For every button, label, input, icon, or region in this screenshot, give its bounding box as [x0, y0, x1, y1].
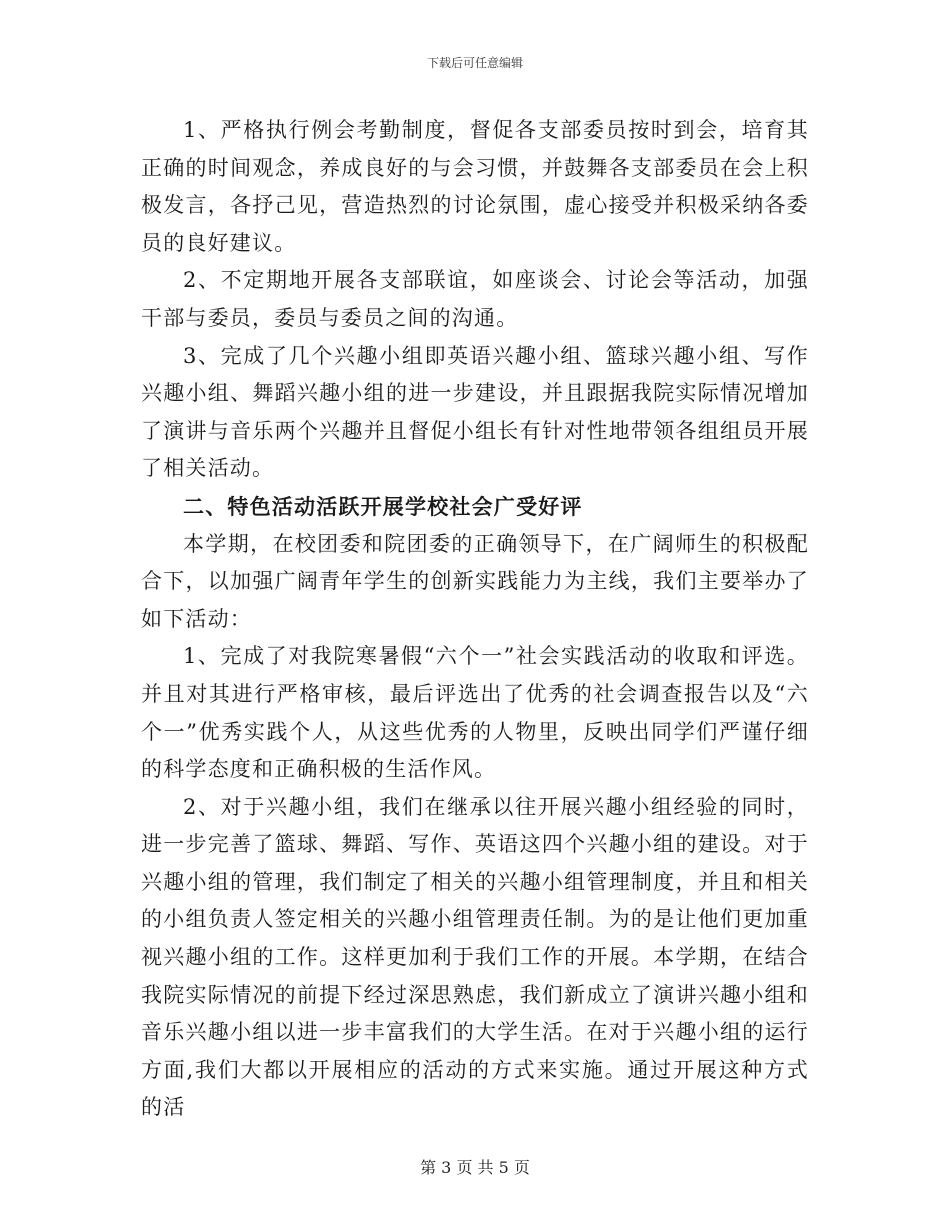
paragraph-item-1: 1、严格执行例会考勤制度，督促各支部委员按时到会，培育其正确的时间观念，养成良好的与会习惯，并鼓舞各支部委员在会上积极发言，各抒己见，营造热烈的讨论氛围，虚心接受并积极采纳各委员的良好建议。 — [141, 118, 809, 255]
page-number-footer: 第 3 页 共 5 页 — [420, 1158, 530, 1177]
paragraph-item-2: 2、不定期地开展各支部联谊，如座谈会、讨论会等活动，加强干部与委员，委员与委员之间的沟通。 — [141, 268, 809, 330]
activity-item-1: 1、完成了对我院寒暑假“六个一”社会实践活动的收取和评选。并且对其进行严格审核，最后评选出了优秀的社会调查报告以及“六个一”优秀实践个人，从这些优秀的人物里，反映出同学们严谨仔细的科学态度和正确积极的生活作风。 — [141, 644, 809, 782]
activity-item-2: 2、对于兴趣小组，我们在继承以往开展兴趣小组经验的同时，进一步完善了篮球、舞蹈、写作、英语这四个兴趣小组的建设。对于兴趣小组的管理，我们制定了相关的兴趣小组管理制度，并且和相关的小组负责人签定相关的兴趣小组管理责任制。为的是让他们更加重视兴趣小组的工作。这样更加利于我们工作的开展。本学期，在结合我院实际情况的前提下经过深思熟虑，我们新成立了演讲兴趣小组和音乐兴趣小组以进一步丰富我们的大学生活。在对于兴趣小组的运行方面,我们大都以开展相应的活动的方式来实施。通过开展这种方式的活 — [141, 794, 809, 1120]
paragraph-item-3: 3、完成了几个兴趣小组即英语兴趣小组、篮球兴趣小组、写作兴趣小组、舞蹈兴趣小组的进一步建设，并且跟据我院实际情况增加了演讲与音乐两个兴趣并且督促小组长有针对性地带领各组组员开展了相关活动。 — [141, 343, 809, 481]
document-body — [141, 112, 809, 1127]
section-heading: 二、特色活动活跃开展学校社会广受好评 — [183, 493, 583, 519]
section-intro-paragraph: 本学期，在校团委和院团委的正确领导下，在广阔师生的积极配合下，以加强广阔青年学生的创新实践能力为主线，我们主要举办了如下活动： — [141, 531, 809, 631]
page-header: 下载后可任意编辑 — [426, 56, 523, 70]
